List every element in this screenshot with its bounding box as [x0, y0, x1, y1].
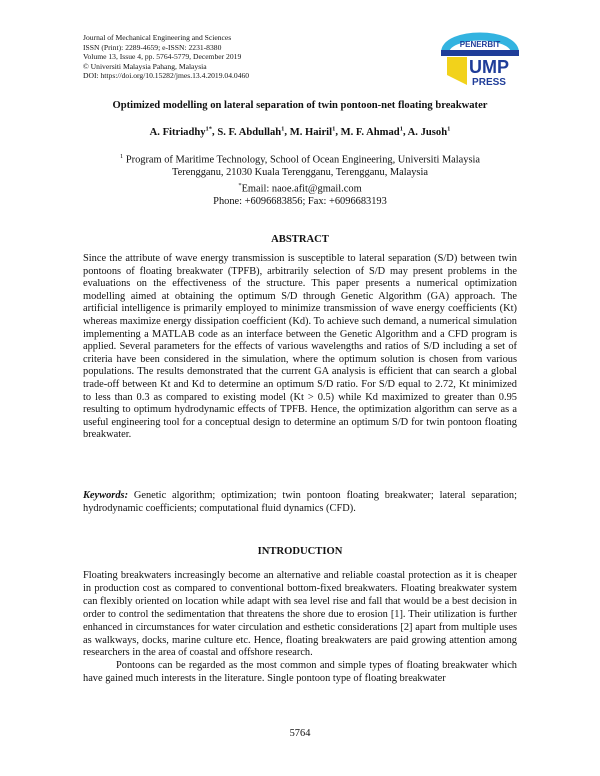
abstract-heading: ABSTRACT — [271, 234, 329, 245]
paragraph: Floating breakwaters increasingly become an alternative and reliable coastal protection as it is cheaper in production cost as compared to conventional bottom-fixed breakwaters. Floating breakwater system can flexibly oriented on location while adapt with sea level rise and fall that would be a best decision in order to control the sedimentation that threatens the shore due to erosion [1]. Their utilization is further enhanced in circumstances for water circulation and esthetic considerations [2] apart from multiple uses as walkways, docks, marine culture etc. Hence, floating breakwaters are paid growing attention among researchers in the area of coastal and offshore research. — [83, 570, 517, 659]
author: A. Fitriadhy$^{1*}$ — [149, 125, 213, 138]
author: M. F. Ahmad$^1$ — [340, 125, 403, 138]
affiliation-line: Terengganu, 21030 Kuala Terengganu, Terengganu, Malaysia — [172, 167, 428, 179]
affiliation: $^1$ Program of Maritime Technology, School of Ocean Engineering, Universiti Malaysia Terengganu, 21030 Kuala Terengganu, Terengganu, Malaysia *Email: naoe.afit@gmail.com Phone: +6096683856; Fax: +6096683193 — [0, 151, 600, 208]
email: Email: naoe.afit@gmail.com — [241, 183, 362, 195]
author: S. F. Abdullah$^1$ — [217, 125, 285, 138]
journal-info — [83, 33, 249, 81]
ump-press-logo-icon — [437, 23, 523, 91]
journal-doi: DOI: https://doi.org/10.15282/jmes.13.4.2019.04.0460 — [83, 71, 250, 81]
keywords — [83, 490, 517, 515]
keywords-text: Genetic algorithm; optimization; twin pontoon floating breakwater; lateral separation; hydrodynamic coefficients; computational fluid dynamics (CFD). — [83, 490, 517, 514]
affiliation-line: Program of Maritime Technology, School of Ocean Engineering, Universiti Malaysia — [125, 154, 481, 166]
author-list: A. Fitriadhy$^{1*}$, S. F. Abdullah$^1$, M. Hairil$^1$, M. F. Ahmad$^1$, A. Jusoh$^1$ — [149, 125, 451, 138]
introduction-body — [83, 570, 517, 686]
author: M. Hairil$^1$ — [289, 125, 336, 138]
keywords-label: Keywords: — [83, 490, 129, 501]
phone: Phone: +6096683856; Fax: +6096683193 — [213, 195, 387, 207]
logo-bottom-text: PRESS — [472, 77, 506, 88]
journal-name: Journal of Mechanical Engineering and Sciences — [83, 33, 232, 42]
ump-press-logo — [437, 23, 523, 91]
abstract-text: Since the attribute of wave energy transmission is susceptible to lateral separation (S/D) between twin pontoons of floating breakwater (TPFB), arbitrarily selection of S/D may present problems in the evaluations on the effectiveness of the structure. This paper presents a numerical optimization modelling aimed at obtaining the optimum S/D through Genetic Algorithm (GA) approach. The artificial intelligence is primarily employed to minimize transmission of wave energy coefficients (Kt) whereas maximize energy dissipation coefficient (Kd). To achieve such demand, a numerical simulation implementing a MATLAB code as an interface between the Genetic Algorithm and a CFD program is applied. Several parameters for the effects of various wavelengths and ratios of S/D including a set of criteria have been considered in the simulation, where the optimum solution is chosen from various populations. The results demonstrated that the current GA analysis is efficient that can search a global trade-off between Kt and Kd to determine an optimum S/D ratio. For S/D equal to 2.72, Kt minimized to less than 0.3 as compared to existing model (Kt > 0.5) while Kd maximized to greater than 0.95 resulting to optimum hydrodynamic effects of TPFB. Hence, the optimization algorithm can serve as a useful engineering tool for a conceptual design to determine an optimum S/D for twin pontoon floating breakwater. — [83, 253, 517, 441]
journal-volume: Volume 13, Issue 4, pp. 5764-5779, December 2019 — [83, 52, 242, 62]
abstract-body — [83, 253, 517, 442]
logo-mid-text: UMP — [469, 57, 509, 77]
journal-copyright: © Universiti Malaysia Pahang, Malaysia — [83, 61, 207, 71]
page-number: 5764 — [289, 728, 311, 739]
logo-top-text: PENERBIT — [459, 40, 501, 49]
logo-band — [441, 50, 519, 56]
journal-issn: ISSN (Print): 2289-4659; e-ISSN: 2231-8380 — [83, 42, 222, 52]
paragraph: Pontoons can be regarded as the most common and simple types of floating breakwater which have gained much interests in the literature. Single pontoon type of floating breakwater — [83, 660, 517, 685]
paper-title: Optimized modelling on lateral separation of twin pontoon-net floating breakwater — [112, 100, 488, 111]
logo-shape-yellow — [447, 57, 467, 85]
introduction-heading: INTRODUCTION — [257, 546, 343, 557]
author: A. Jusoh$^1$ — [407, 125, 451, 138]
